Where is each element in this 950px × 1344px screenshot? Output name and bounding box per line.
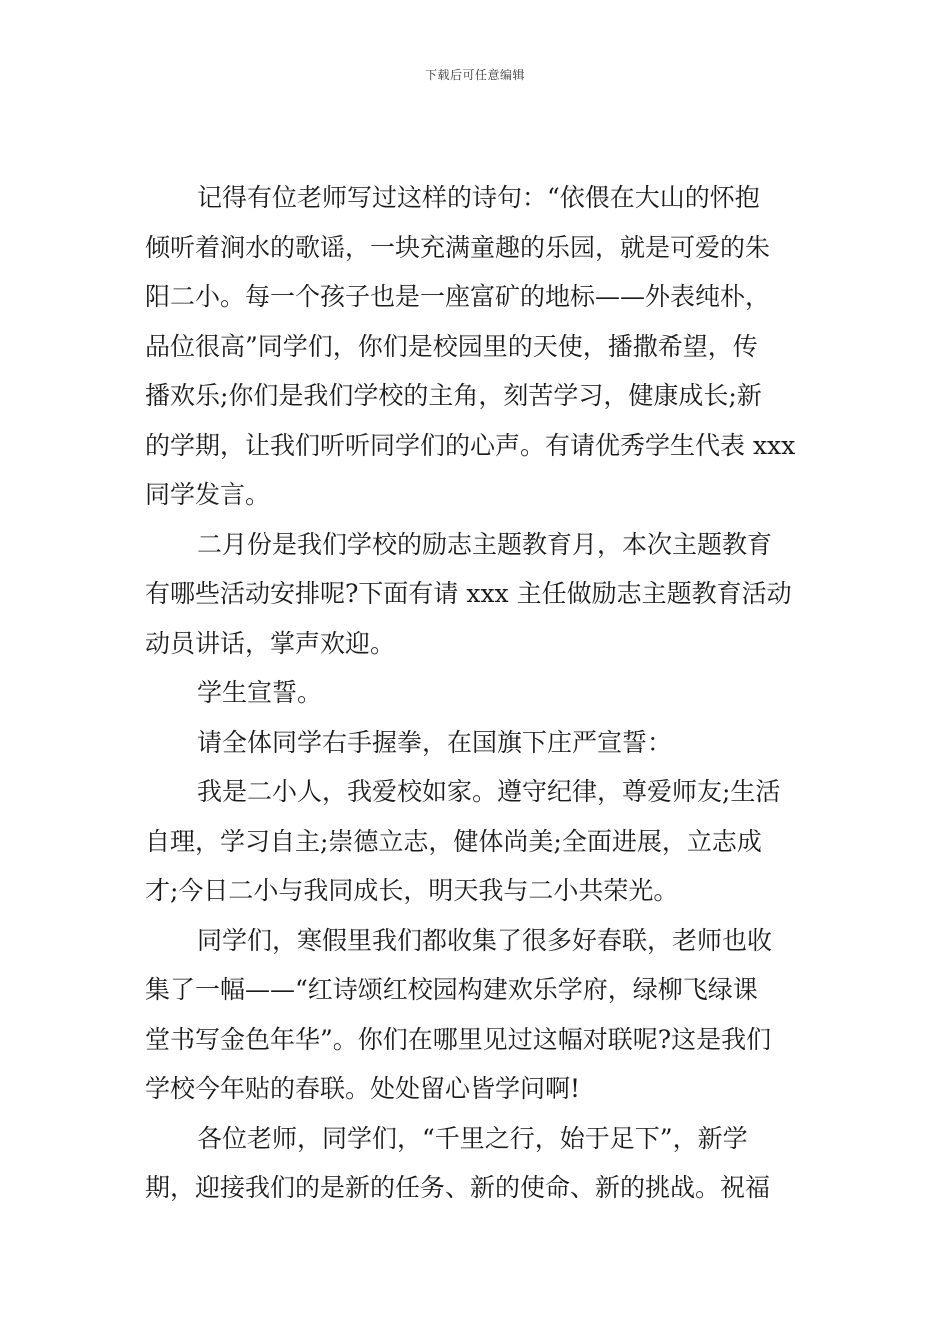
- paragraph-poem-intro: [145, 173, 807, 520]
- paragraph-oath-instruction: [145, 718, 807, 768]
- text-line: 同学发言。: [145, 480, 271, 509]
- text-line: 我是二小人，我爱校如家。遵守纪律，尊爱师友;生活: [197, 777, 781, 806]
- text-line: 请全体同学右手握拳，在国旗下庄严宣誓：: [197, 727, 673, 757]
- page-header: 下载后可任意编辑: [424, 68, 525, 82]
- paragraph-oath-title: [145, 668, 807, 718]
- text-line: 动员讲话，掌声欢迎。: [145, 628, 396, 658]
- text-line: 学校今年贴的春联。处处留心皆学问啊!: [145, 1074, 581, 1103]
- paragraph-closing: [145, 1114, 807, 1213]
- text-line: 同学们，寒假里我们都收集了很多好春联，老师也收: [197, 925, 773, 955]
- document-body: [145, 173, 807, 1213]
- paragraph-theme-month: [145, 520, 807, 669]
- text-line: 二月份是我们学校的励志主题教育月，本次主题教育: [197, 529, 773, 559]
- text-line: 期，迎接我们的是新的任务、新的使命、新的挑战。祝福: [145, 1173, 771, 1202]
- text-line: 阳二小。每一个孩子也是一座富矿的地标——外表纯朴，: [145, 282, 771, 311]
- text-line: 自理，学习自主;崇德立志，健体尚美;全面进展，立志成: [145, 826, 762, 856]
- text-line: 的学期，让我们听听同学们的心声。有请优秀学生代表 xxx: [145, 430, 796, 460]
- text-line: 倾听着涧水的歌谣，一块充满童趣的乐园，就是可爱的朱: [145, 232, 771, 262]
- text-line: 有哪些活动安排呢?下面有请 xxx 主任做励志主题教育活动: [145, 579, 792, 608]
- text-line: 记得有位老师写过这样的诗句：“依偎在大山的怀抱: [197, 183, 760, 212]
- text-line: 播欢乐;你们是我们学校的主角，刻苦学习，健康成长;新: [145, 381, 762, 410]
- paragraph-oath-text: [145, 767, 807, 916]
- text-line: 堂书写金色年华”。你们在哪里见过这幅对联呢?这是我们: [145, 1024, 772, 1054]
- text-line: 各位老师，同学们，“千里之行，始于足下”，新学: [197, 1123, 748, 1153]
- paragraph-spring-couplet: [145, 916, 807, 1114]
- text-line: 集了一幅——“红诗颂红校园构建欢乐学府，绿柳飞绿课: [145, 975, 758, 1004]
- text-line: 品位很高”同学们，你们是校园里的天使，播撒希望，传: [145, 331, 758, 361]
- text-line: 学生宣誓。: [197, 678, 323, 707]
- text-line: 才;今日二小与我同成长，明天我与二小共荣光。: [145, 876, 679, 905]
